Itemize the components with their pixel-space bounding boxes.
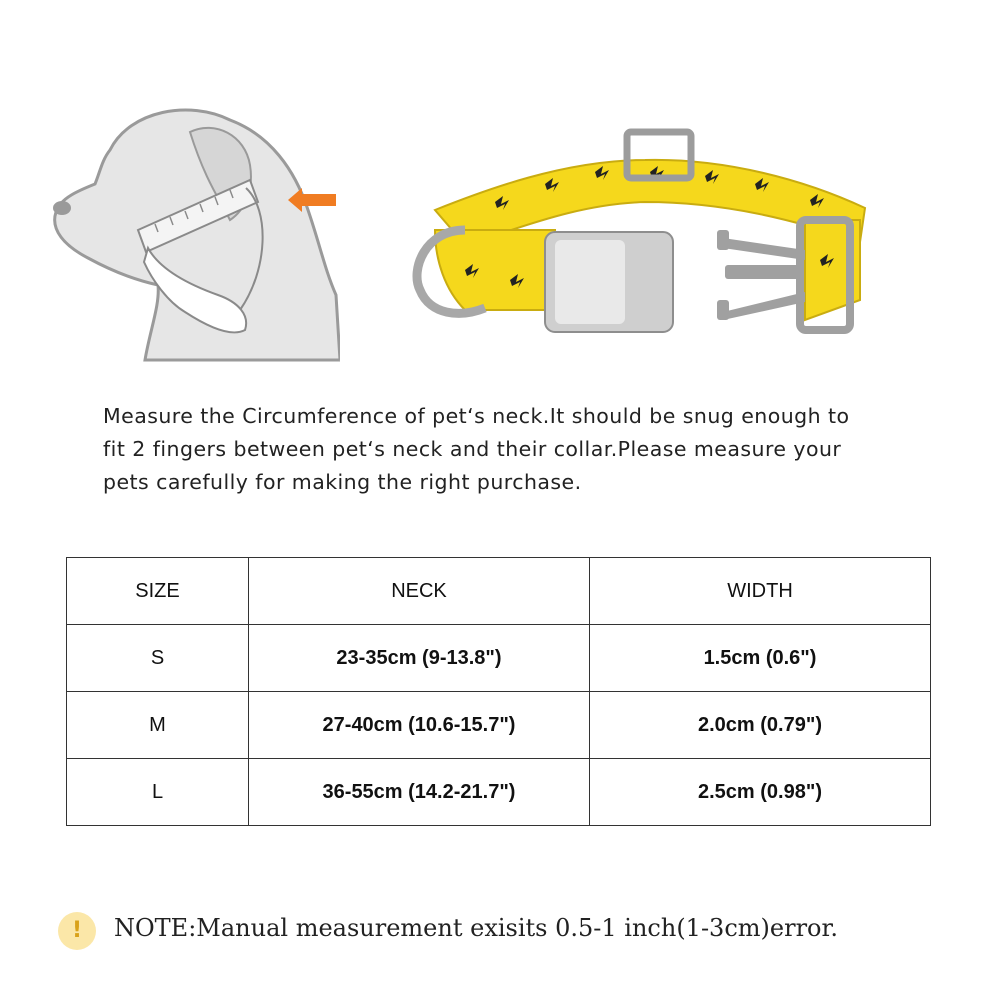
exclamation-icon: ! — [58, 912, 96, 950]
header-width: WIDTH — [590, 558, 931, 625]
note-text: NOTE:Manual measurement exisits 0.5-1 inch(1-3cm)error. — [114, 914, 838, 942]
table-row — [67, 759, 931, 826]
table-header-row — [67, 558, 931, 625]
size-cell: M — [67, 692, 249, 759]
width-cell: 2.5cm (0.98") — [590, 759, 931, 826]
width-cell: 2.0cm (0.79") — [590, 692, 931, 759]
collar-product-photo — [405, 120, 885, 350]
instructions-line-3: pets carefully for making the right purchase. — [103, 470, 582, 494]
measurement-note — [58, 912, 978, 952]
header-size: SIZE — [67, 558, 249, 625]
size-cell: L — [67, 759, 249, 826]
instructions-line-2: fit 2 fingers between pet‘s neck and their collar.Please measure your — [103, 437, 842, 461]
neck-cell: 23-35cm (9-13.8") — [249, 625, 590, 692]
size-chart-table — [66, 557, 931, 826]
width-cell: 1.5cm (0.6") — [590, 625, 931, 692]
table-row — [67, 692, 931, 759]
table-row — [67, 625, 931, 692]
neck-cell: 36-55cm (14.2-21.7") — [249, 759, 590, 826]
neck-cell: 27-40cm (10.6-15.7") — [249, 692, 590, 759]
measure-instructions — [103, 400, 963, 499]
header-neck: NECK — [249, 558, 590, 625]
dog-neck-measuring-icon — [40, 80, 340, 370]
instructions-line-1: Measure the Circumference of pet‘s neck.It should be snug enough to — [103, 404, 850, 428]
size-cell: S — [67, 625, 249, 692]
